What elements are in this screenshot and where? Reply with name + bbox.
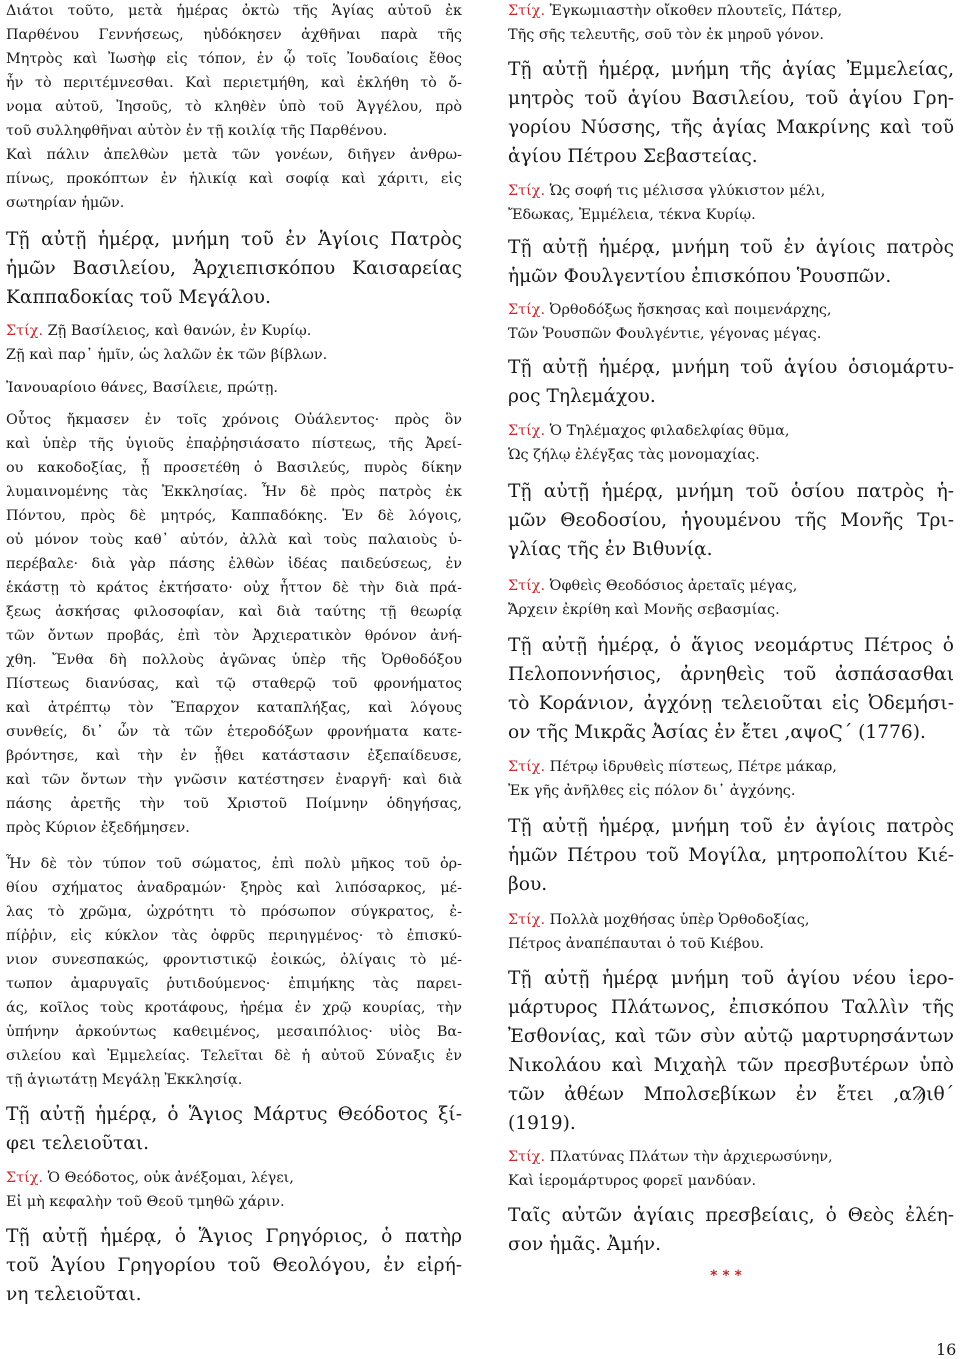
verse-line: Στίχ. Ὀφθεὶς Θεοδόσιος ἀρεταῖς μέγας, — [508, 578, 798, 594]
heading-line: Τῇ αὐτῇ ἡμέρᾳ, ὁ Ἅγιος Γρηγόριος, ὁ πατὴρ — [6, 1226, 462, 1247]
peter-peloponnesian-verse — [508, 755, 954, 803]
verse-line: Στίχ. Πέτρῳ ἱδρυθεὶς πίστεως, Πέτρε μάκαρ, — [508, 759, 837, 775]
heading-line: γορίου Νύσσης, τῆς ἁγίας Μακρίνης καὶ τοῦ — [508, 117, 954, 138]
text-line: χθη. Ἔνθα δὴ πολλοὺς ἀγῶνας ὑπὲρ τῆς Ὀρθοδόξου — [6, 652, 462, 668]
verse-line: Καὶ ἱερομάρτυρος φορεῖ μανδύαν. — [508, 1173, 757, 1189]
left-column — [6, 0, 462, 1309]
heading-line: ον τῆς Μικρᾶς Ἀσίας ἐν ἔτει ,αψοϚ´ (1776). — [508, 722, 926, 743]
verse-line: Ἄρχειν ἐκρίθη καὶ Μονῆς σεβασμίας. — [508, 602, 780, 618]
text-line: καὶ ὑπὲρ τῆς ὑγιοῦς ἐπαῤῥησιάσατο πίστεως, τῆς Ἀρεί- — [6, 436, 462, 452]
heading-line: ἁγίου Πέτρου Σεβαστείας. — [508, 146, 758, 167]
text-line: ξεως ἀσκήσας φιλοσοφίαν, καὶ διὰ ταύτης τῇ θεωρίᾳ — [6, 604, 462, 620]
heading-line: Καππαδοκίας τοῦ Μεγάλου. — [6, 287, 271, 308]
heading-line: τῶν ἀθέων Μπολσεβίκων ἐν ἔτει ,αϠιθ´ — [508, 1084, 954, 1105]
text-line: βρόντησε, καὶ τὴν ἐν ᾗθει κατάστασιν ἐξεπαίδευσε, — [6, 748, 462, 764]
verse-line: Ἰανουαρίοιο θάνες, Βασίλειε, πρώτῃ. — [6, 380, 278, 396]
heading-line: Τῇ αὐτῇ ἡμέρᾳ, μνήμη τοῦ ὁσίου πατρὸς ἡ- — [508, 481, 954, 502]
heading-line: Πελοποννήσιος, ἀρνηθεὶς τοῦ ἀσπάσασθαι — [508, 664, 954, 685]
verse-line: Στίχ. Ἐγκωμιαστὴν οἴκοθεν πλουτεῖς, Πάτερ, — [508, 3, 843, 19]
peter-mogila-verse — [508, 908, 954, 956]
theodosius-heading — [508, 477, 954, 564]
emmelia-heading — [508, 55, 954, 171]
theodosius-verse — [508, 574, 954, 622]
heading-line: τοῦ Ἁγίου Γρηγορίου τοῦ Θεολόγου, ἐν εἰρή- — [6, 1255, 462, 1276]
basil-description-paragraph — [6, 852, 462, 1092]
gregory-heading — [6, 1222, 462, 1309]
heading-line: μάρτυρος Πλάτωνος, ἐπισκόπου Ταλλὶν τῆς — [508, 997, 954, 1018]
text-line: πίῤῥιν, εἰς κύκλον τὰς ὀφρῦς περιηγμένος· τὸ ἐπισκύ- — [6, 928, 462, 944]
verse-line: Στίχ. Ζῇ Βασίλειος, καὶ θανών, ἐν Κυρίῳ. — [6, 323, 312, 339]
text-line: τωπον ἀμαρυγαῖς ῥυτιδούμενος· ἐπιμήκης τὰς παρει- — [6, 976, 462, 992]
text-line: πίνως, προκόπτων ἐν ἡλικίᾳ καὶ σοφίᾳ καὶ χάριτι, εἰς — [6, 171, 462, 187]
verse-label: Στίχ. — [508, 578, 546, 594]
heading-line: Τῇ αὐτῇ ἡμέρᾳ, ὁ ἅγιος νεομάρτυς Πέτρος ὁ — [508, 635, 954, 656]
verse-label: Στίχ. — [6, 1170, 44, 1186]
text-line: τοῦ συλληφθῆναι αὐτὸν ἐν τῇ κοιλίᾳ τῆς Παρθένου. — [6, 123, 388, 139]
verse-line: Εἰ μὴ κεφαλὴν τοῦ Θεοῦ τμηθῶ χάριν. — [6, 1194, 285, 1210]
text-line: Πίστεως διανύσας, καὶ τῷ σταθερῷ τοῦ φρονήματος — [6, 676, 462, 692]
text-line: λας τὸ χρῶμα, ὠχρότητι τὸ πρόσωπον σύγκρατος, ἐ- — [6, 904, 462, 920]
text-line: οὐ μόνον τοὺς καθ᾽ αὐτόν, ἀλλὰ καὶ τοὺς παλαιοὺς ὑ- — [6, 532, 462, 548]
theodotos-verse — [6, 1166, 462, 1214]
heading-line: ἡμῶν Βασιλείου, Ἀρχιεπισκόπου Καισαρείας — [6, 258, 462, 279]
verse-line: Στίχ. Πολλὰ μοχθήσας ὑπὲρ Ὀρθοδοξίας, — [508, 912, 810, 928]
text-line: ἑκάστῃ τὸ κράτος ἐκτήσατο· οὐχ ἧττον δὲ τὴν διὰ πρά- — [6, 580, 462, 596]
heading-line: μῶν Θεοδοσίου, ἡγουμένου τῆς Μονῆς Τρι- — [508, 510, 954, 531]
verse-line: Στίχ. Ὀρθοδόξως ἤσκησας καὶ ποιμενάρχης, — [508, 302, 832, 318]
verse-line: Πέτρος ἀναπέπαυται ὁ τοῦ Κιέβου. — [508, 936, 764, 952]
verse-line: Ὡς ζήλῳ ἐλέγξας τὰς μονομαχίας. — [508, 447, 760, 463]
text-line: σιλείου καὶ Ἐμμελείας. Τελεῖται δὲ ἡ αὐτοῦ Σύναξις ἐν — [6, 1048, 462, 1064]
text-line: Καὶ πάλιν ἀπελθὼν μετὰ τῶν γονέων, διῆγεν ἀνθρω- — [6, 147, 462, 163]
verse-line: Ἐκ γῆς ἀνῆλθες εἰς πόλον δι᾽ ἀγχόνης. — [508, 783, 796, 799]
heading-line: Τῇ αὐτῇ ἡμέρᾳ, μνήμη τοῦ ἐν ἁγίοις πατρὸς — [508, 237, 954, 258]
text-line: ἦν τὸ περιτέμνεσθαι. Καὶ περιετμήθη, καὶ ἐκλήθη τὸ ὄ- — [6, 75, 462, 91]
circumcision-paragraph — [6, 0, 462, 215]
text-line: περέβαλε· διὰ γὰρ πάσης ἐλθὼν ἰδέας παιδεύσεως, ἐν — [6, 556, 462, 572]
text-line: καὶ ἀτρέπτῳ τὸν Ἔπαρχον καταπλήξας, καὶ λόγους — [6, 700, 462, 716]
heading-line: Τῇ αὐτῇ ἡμέρᾳ, μνήμη τοῦ ἁγίου ὁσιομάρτυ- — [508, 357, 954, 378]
gregory-verse — [508, 0, 954, 47]
telemachus-heading — [508, 353, 954, 411]
heading-line: νη τελειοῦται. — [6, 1284, 142, 1305]
closing-prayer — [508, 1201, 954, 1259]
telemachus-verse — [508, 419, 954, 467]
peter-peloponnesian-heading — [508, 631, 954, 747]
theodotos-heading — [6, 1100, 462, 1158]
verse-line: Στίχ. Πλατύνας Πλάτων τὴν ἀρχιερωσύνην, — [508, 1149, 833, 1165]
verse-line: Τῆς σῆς τελευτῆς, σοῦ τὸν ἐκ μηροῦ γόνον. — [508, 27, 824, 43]
heading-line: μητρὸς τοῦ ἁγίου Βασιλείου, τοῦ ἁγίου Γρη- — [508, 88, 954, 109]
heading-line: ἡμῶν Πέτρου τοῦ Μογίλα, μητροπολίτου Κιέ- — [508, 845, 954, 866]
verse-line: Ἔδωκας, Ἐμμέλεια, τέκνα Κυρίῳ. — [508, 207, 756, 223]
text-line: συνθείς, δι᾽ ὧν τὰ τῶν ἑτεροδόξων φρονήματα κατε- — [6, 724, 462, 740]
verse-line: Ζῇ καὶ παρ᾽ ἡμῖν, ὡς λαλῶν ἐκ τῶν βίβλων. — [6, 347, 328, 363]
heading-line: (1919). — [508, 1113, 576, 1134]
text-line: Οὗτος ἤκμασεν ἐν τοῖς χρόνοις Οὐάλεντος· πρὸς ὃν — [6, 412, 462, 428]
asterism: * * * — [710, 1268, 742, 1284]
verse-label: Στίχ. — [508, 1149, 546, 1165]
heading-line: Ταῖς αὐτῶν ἁγίαις πρεσβείαις, ὁ Θεὸς ἐλέη- — [508, 1205, 954, 1226]
text-line: πρὸς Κύριον ἐξεδήμησεν. — [6, 820, 190, 836]
heading-line: Τῇ αὐτῇ ἡμέρᾳ, μνήμη τοῦ ἐν ἁγίοις πατρὸς — [508, 816, 954, 837]
text-line: σωτηρίαν ἡμῶν. — [6, 195, 125, 211]
text-line: Ἦν δὲ τὸν τύπον τοῦ σώματος, ἐπὶ πολὺ μῆκος τοῦ ὀρ- — [6, 856, 462, 872]
heading-line: ρος Τηλεμάχου. — [508, 386, 656, 407]
verse-line: Στίχ. Ὡς σοφή τις μέλισσα γλύκιστον μέλι, — [508, 183, 826, 199]
heading-line: σον ἡμᾶς. Ἀμήν. — [508, 1234, 661, 1255]
heading-line: γλίας τῆς ἐν Βιθυνίᾳ. — [508, 539, 713, 560]
verse-line: Τῶν Ῥουσπῶν Φουλγέντιε, γέγονας μέγας. — [508, 326, 822, 342]
fulgentius-verse — [508, 298, 954, 346]
verse-label: Στίχ. — [508, 912, 546, 928]
text-line: τῶν ὄντων προβάς, ἐπὶ τὸν Ἀρχιερατικὸν θρόνον ἀνή- — [6, 628, 462, 644]
verse-label: Στίχ. — [508, 423, 546, 439]
text-line: Παρθένου Γεννήσεως, ηὐδόκησεν ἀχθῆναι παρὰ τῆς — [6, 27, 462, 43]
verse-label: Στίχ. — [508, 759, 546, 775]
text-line: Μητρὸς καὶ Ἰωσὴφ εἰς τόπον, ἐν ᾧ τοῖς Ἰουδαίοις ἔθος — [6, 51, 462, 67]
text-line: λυμαινομένης τὰς Ἐκκλησίας. Ἦν δὲ πρὸς πατρὸς ἐκ — [6, 484, 462, 500]
basil-paragraph — [6, 408, 462, 840]
basil-heading — [6, 225, 462, 312]
verse-line: Στίχ. Ὁ Τηλέμαχος φιλαδελφίας θῦμα, — [508, 423, 790, 439]
heading-line: ἡμῶν Φουλγεντίου ἐπισκόπου Ῥουσπῶν. — [508, 266, 892, 287]
heading-line: Τῇ αὐτῇ ἡμέρᾳ, μνήμη τῆς ἁγίας Ἐμμελείας, — [508, 59, 954, 80]
heading-line: Ἐσθονίας, καὶ τῶν σὺν αὐτῷ μαρτυρησάντων — [508, 1026, 954, 1047]
text-line: ὑπήνην ἀρκούντως καθειμένος, μεσαιπόλιος· υἱὸς Βα- — [6, 1024, 462, 1040]
verse-label: Στίχ. — [508, 3, 546, 19]
platon-heading — [508, 964, 954, 1138]
fulgentius-heading — [508, 233, 954, 291]
text-line: πάσης ἀρετῆς τὴν τοῦ Χριστοῦ Ποίμνην ὁδηγήσας, — [6, 796, 462, 812]
text-line: άς, κοῖλος τοὺς κροτάφους, ἠρέμα ἐν χρῷ κουρίας, τὴν — [6, 1000, 462, 1016]
basil-verse — [6, 319, 462, 367]
text-line: Διάτοι τοῦτο, μετὰ ἡμέρας ὀκτὼ τῆς Ἁγίας αὐτοῦ ἐκ — [6, 3, 462, 19]
text-line: Πόντου, πρὸς δὲ μητρός, Καππαδόκης. Ἐν δὲ λόγοις, — [6, 508, 462, 524]
verse-label: Στίχ. — [6, 323, 44, 339]
verse-line: Στίχ. Ὁ Θεόδοτος, οὐκ ἀνέξομαι, λέγει, — [6, 1170, 294, 1186]
heading-line: Νικολάου καὶ Μιχαὴλ τῶν πρεσβυτέρων ὑπὸ — [508, 1055, 954, 1076]
text-line: νιον συνεσπακώς, φροντιστικῷ ἐοικώς, ὀλίγαις τὸ μέ- — [6, 952, 462, 968]
right-column — [508, 0, 954, 1284]
heading-line: Τῇ αὐτῇ ἡμέρᾳ, ὁ Ἅγιος Μάρτυς Θεόδοτος ξί- — [6, 1104, 462, 1125]
text-line: καὶ τῶν ὄντων τὴν γνῶσιν κατέστησεν ἐναργῆ· καὶ διὰ — [6, 772, 462, 788]
verse-label: Στίχ. — [508, 302, 546, 318]
verse-label: Στίχ. — [508, 183, 546, 199]
basil-date-verse — [6, 376, 462, 400]
text-line: νομα αὐτοῦ, Ἰησοῦς, τὸ κληθὲν ὑπὸ τοῦ Ἀγγέλου, πρὸ — [6, 99, 462, 115]
text-line: ου κακοδοξίας, ᾗ προσετέθη ὁ Βασιλεύς, πυρὸς δίκην — [6, 460, 462, 476]
heading-line: τὸ Κοράνιον, ἀγχόνῃ τελειοῦται εἰς Ὀδεμήσι- — [508, 693, 954, 714]
heading-line: βου. — [508, 874, 548, 895]
section-divider — [508, 1265, 954, 1284]
heading-line: Τῇ αὐτῇ ἡμέρᾳ, μνήμη τοῦ ἐν Ἁγίοις Πατρὸς — [6, 229, 462, 250]
heading-line: Τῇ αὐτῇ ἡμέρᾳ μνήμη τοῦ ἁγίου νέου ἱερο- — [508, 968, 954, 989]
text-line: θίου σχήματος ἀναδραμών· ξηρὸς καὶ λιπόσαρκος, μέ- — [6, 880, 462, 896]
text-line: τῇ ἁγιωτάτῃ Μεγάλῃ Ἐκκλησίᾳ. — [6, 1072, 243, 1088]
platon-verse — [508, 1145, 954, 1193]
heading-line: φει τελειοῦται. — [6, 1133, 150, 1154]
emmelia-verse — [508, 179, 954, 227]
page-number: 16 — [936, 1340, 957, 1359]
peter-mogila-heading — [508, 812, 954, 899]
